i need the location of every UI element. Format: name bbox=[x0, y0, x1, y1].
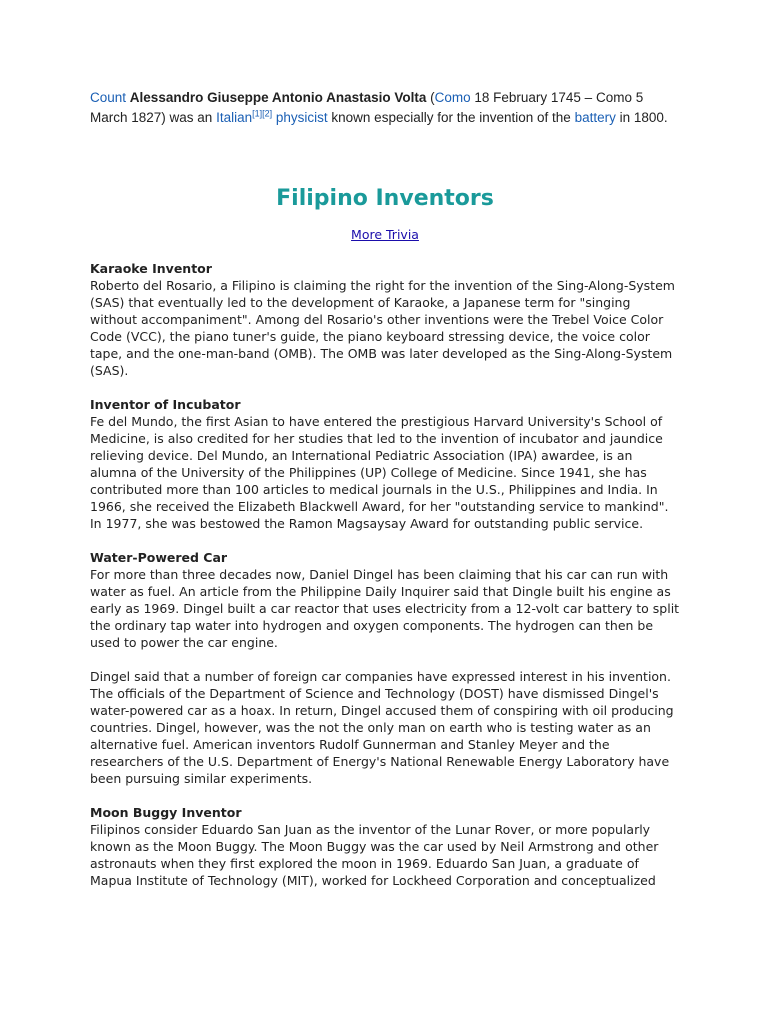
reference-1[interactable]: [1] bbox=[252, 108, 263, 119]
section-moon-buggy bbox=[90, 804, 680, 889]
section-heading: Water-Powered Car bbox=[90, 550, 228, 565]
section-paragraph: Filipinos consider Eduardo San Juan as the inventor of the Lunar Rover, or more popularly known as the Moon Buggy. The Moon Buggy was the car used by Neil Armstrong and other astronauts when they first explored the moon in 1969. Eduardo San Juan, a graduate of Mapua Institute of Technology (MIT), worked for Lockheed Corporation and conceptualized bbox=[90, 822, 659, 888]
section-incubator bbox=[90, 396, 680, 532]
document-page bbox=[90, 88, 680, 889]
section-paragraph: Dingel said that a number of foreign car companies have expressed interest in his invention. The officials of the Department of Science and Technology (DOST) have dismissed Dingel's water-powered car as a hoax. In return, Dingel accused them of conspiring with oil producing countries. Dingel, however, was the not the only man on earth who is testing water as an alternative fuel. American inventors Rudolf Gunnerman and Stanley Meyer and the researchers of the U.S. Department of Energy's National Renewable Energy Laboratory have been pursuing similar experiments. bbox=[90, 669, 674, 786]
reference-2[interactable]: [2] bbox=[262, 108, 273, 119]
page-title: Filipino Inventors bbox=[276, 186, 494, 211]
battery-link[interactable]: battery bbox=[574, 110, 616, 125]
section-paragraph: For more than three decades now, Daniel Dingel has been claiming that his car can run with water as fuel. An article from the Philippine Daily Inquirer said that Dingle built his engine as early as 1969. Dingel built a car reactor that uses electricity from a 12-volt car battery to split the ordinary tap water into hydrogen and oxygen components. The hydrogen can then be used to power the car engine. bbox=[90, 567, 680, 650]
section-paragraph: Roberto del Rosario, a Filipino is claiming the right for the invention of the Sing-Along-System (SAS) that eventually led to the development of Karaoke, a Japanese term for "singing without accompaniment". Among del Rosario's other inventions were the Trebel Voice Color Code (VCC), the piano tuner's guide, the piano keyboard stressing device, the voice color tape, and the one-man-band (OMB). The OMB was later developed as the Sing-Along-System (SAS). bbox=[90, 278, 675, 378]
section-paragraph: Fe del Mundo, the first Asian to have entered the prestigious Harvard University's School of Medicine, is also credited for her studies that led to the invention of incubator and jaundice relieving device. Del Mundo, an International Pediatric Association (IPA) awardee, is an alumna of the University of the Philippines (UP) College of Medicine. Since 1941, she has contributed more than 100 articles to medical journals in the U.S., Philippines and India. In 1966, she received the Elizabeth Blackwell Award, for her "outstanding service to mankind". In 1977, she was bestowed the Ramon Magsaysay Award for outstanding public service. bbox=[90, 414, 669, 531]
count-link[interactable]: Count bbox=[90, 90, 127, 105]
italian-link[interactable]: Italian bbox=[216, 110, 253, 125]
volta-name: Alessandro Giuseppe Antonio Anastasio Volta bbox=[129, 90, 427, 105]
section-heading: Inventor of Incubator bbox=[90, 397, 241, 412]
section-heading: Karaoke Inventor bbox=[90, 261, 212, 276]
como-link[interactable]: Como bbox=[434, 90, 471, 105]
section-karaoke bbox=[90, 260, 680, 379]
physicist-link[interactable]: physicist bbox=[275, 110, 328, 125]
section-heading: Moon Buggy Inventor bbox=[90, 805, 242, 820]
intro-paragraph: Count Alessandro Giuseppe Antonio Anastasio Volta (Como 18 February 1745 – Como 5 March 1827) was an Italian[1][2] physicist known especially for the invention of the battery in 1800. bbox=[90, 90, 668, 125]
trivia-row bbox=[90, 227, 680, 243]
more-trivia-link[interactable]: More Trivia bbox=[351, 227, 419, 242]
section-water-car bbox=[90, 549, 680, 787]
